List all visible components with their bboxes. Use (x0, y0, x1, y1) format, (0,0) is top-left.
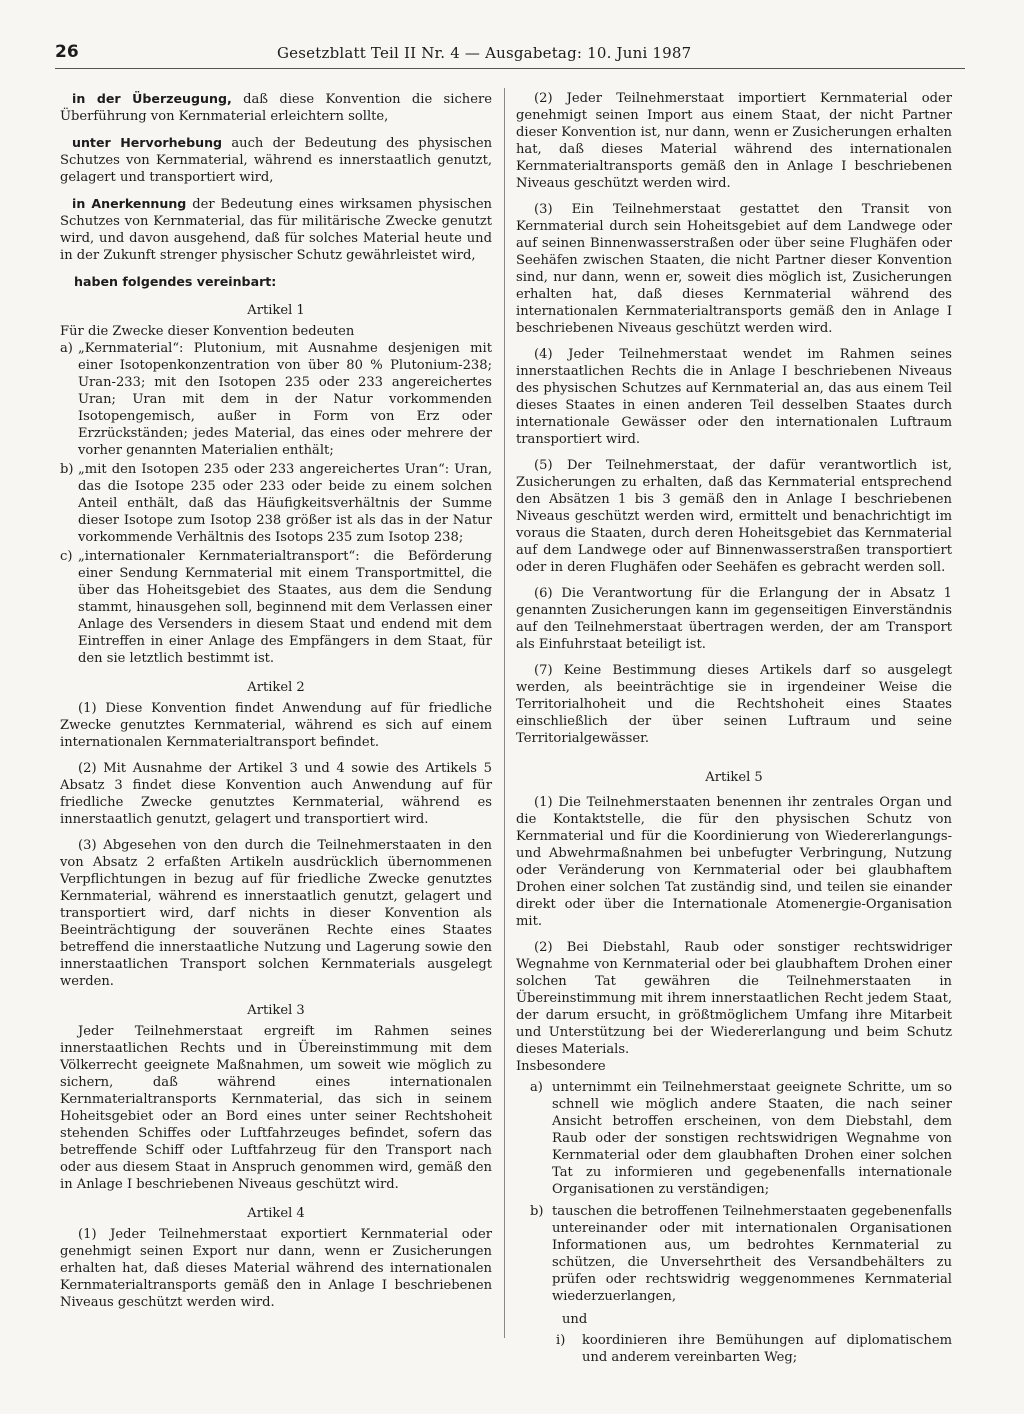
item-text: tauschen die betroffenen Teilnehmerstaaten gegebenenfalls untereinander oder mit internationalen Organisationen Informationen aus, um bedrohtes Kernmaterial zu schützen, die Unversehrtheit des Versandbehälters zu prüfen oder rechtswidrig weggenommenes Kernmaterial wiederzuerlangen, (552, 1204, 952, 1304)
item-text: koordinieren ihre Bemühungen auf diplomatischem und anderem vereinbarten Weg; (582, 1333, 952, 1365)
article-paragraph: (2) Jeder Teilnehmerstaat importiert Kernmaterial oder genehmigt seinen Import aus einem Staat, der nicht Partner dieser Konvention ist, nur dann, wenn er Zusicherungen erhalten hat, daß dieses Material während des internationalen Kernmaterialtransports gemäß den in Anlage I beschriebenen Niveaus geschützt werden wird. (516, 91, 952, 191)
article-heading: Artikel 3 (247, 1003, 305, 1018)
preamble-text: der Bedeutung eines wirksamen physischen Schutzes von Kernmaterial, das für militärische Zwecke genutzt wird, und davon ausgehend, daß für solches Material heute und in der Zukunft strenger physischer Schutz gewährleistet wird, (60, 197, 492, 263)
item-text: „internationaler Kernmaterialtransport“: die Beförderung einer Sendung Kernmaterial mit einem Transportmittel, die über das Hoheitsgebiet des Staates, aus dem die Sendung stammt, hinausgehen soll, beginnend mit dem Verlassen einer Anlage des Versenders in diesem Staat und endend mit dem Eintreffen in einer Anlage des Empfängers in dem Staat, für den sie letztlich bestimmt ist. (78, 549, 492, 666)
item-text: unternimmt ein Teilnehmerstaat geeignete Schritte, um so schnell wie möglich andere Staaten, die nach seiner Ansicht betroffen erscheinen, von dem Diebstahl, dem Raub oder der sonstigen rechtswidrigen Wegnahme von Kernmaterial oder dem glaubhaften Drohen einer solchen Tat zu informieren und gegebenenfalls internationale Organisationen zu verständigen; (552, 1080, 952, 1197)
und-connector: und (562, 1312, 588, 1327)
article-paragraph: (2) Bei Diebstahl, Raub oder sonstiger rechtswidriger Wegnahme von Kernmaterial oder bei glaubhaftem Drohen einer solchen Tat gewähren die Teilnehmerstaaten in Übereinstimmung mit ihrem innerstaatlichen Recht jedem Staat, der darum ersucht, in größtmöglichem Umfang ihre Mitarbeit und Unterstützung bei der Wiedererlangung und beim Schutz dieses Materials. (516, 940, 952, 1057)
preamble-text: auch der Bedeutung des physischen Schutzes von Kernmaterial, während es innerstaatlich genutzt, gelagert und transportiert wird, (60, 136, 493, 185)
item-label: c) (60, 549, 73, 564)
article-paragraph: (3) Abgesehen von den durch die Teilnehmerstaaten in den von Absatz 2 erfaßten Artikeln ausdrücklich übernommenen Verpflichtungen in bezug auf für friedliche Zwecke genutztes Kernmaterial, während es innerstaatlich genutzt, gelagert und transportiert wird, darf nichts in dieser Konvention als Beeinträchtigung der souveränen Rechte eines Staates betreffend die innerstaatliche Nutzung und Lagerung sowie den innerstaatlichen Transport solchen Kernmaterials ausgelegt werden. (60, 838, 492, 989)
definition-item (60, 340, 492, 459)
article-paragraph: Jeder Teilnehmerstaat ergreift im Rahmen seines innerstaatlichen Rechts und in Übereinstimmung mit dem Völkerrecht geeignete Maßnahmen, um soweit wie möglich zu sichern, daß während eines internationalen Kernmaterialtransports Kernmaterial, das sich in seinem Hoheitsgebiet oder an Bord eines unter seiner Rechtshoheit stehenden Schiffes oder Luftfahrzeuges befindet, sofern das betreffende Schiff oder Luftfahrzeug für den Transport nach oder aus diesem Staat in Anspruch genommen wird, gemäß den in Anlage I beschriebenen Niveaus geschützt wird. (60, 1024, 492, 1192)
article-intro: Für die Zwecke dieser Konvention bedeuten (60, 324, 355, 339)
item-label: a) (530, 1080, 543, 1095)
measure-item (530, 1203, 952, 1305)
article-paragraph: (1) Jeder Teilnehmerstaat exportiert Kernmaterial oder genehmigt seinen Export nur dann, wenn er Zusicherungen erhalten hat, daß dieses Material während des internationalen Kernmaterialtransports gemäß den in Anlage I beschriebenen Niveaus geschützt werden wird. (60, 1227, 492, 1310)
page-number: 26 (55, 42, 79, 62)
article-paragraph: (5) Der Teilnehmerstaat, der dafür verantwortlich ist, Zusicherungen zu erhalten, daß das Kernmaterial entsprechend den Absätzen 1 bis 3 gemäß den in Anlage I beschriebenen Niveaus geschützt werden wird, ermittelt und benachrichtigt im voraus die Staaten, durch deren Hoheitsgebiet das Kernmaterial auf dem Landwege oder auf Binnenwasserstraßen transportiert oder in deren Flughäfen oder Seehäfen es gebracht werden soll. (516, 458, 952, 575)
definition-item (60, 548, 492, 667)
item-label: i) (556, 1333, 566, 1348)
article-heading: Artikel 5 (705, 770, 763, 785)
preamble-text: daß diese Konvention die sichere Überführung von Kernmaterial erleichtern sollte, (60, 92, 492, 124)
article-paragraph: (2) Mit Ausnahme der Artikel 3 und 4 sowie des Artikels 5 Absatz 3 findet diese Konvention auch Anwendung auf für friedliche Zwecke genutztes Kernmaterial, während es innerstaatlich genutzt, gelagert und transportiert wird. (60, 761, 492, 827)
definition-item (60, 461, 492, 546)
preamble-paragraph (60, 134, 492, 186)
header-rule (55, 68, 965, 69)
article-heading: Artikel 1 (247, 303, 305, 318)
measure-subitem (556, 1332, 952, 1366)
article-paragraph: (1) Die Teilnehmerstaaten benennen ihr zentrales Organ und die Kontaktstelle, die für den physischen Schutz von Kernmaterial und für die Koordinierung von Wiedererlangungs- und Abwehrmaßnahmen bei unbefugter Verbringung, Nutzung oder Veränderung von Kernmaterial oder bei glaubhaftem Drohen einer solchen Tat zuständig sind, und teilen sie einander direkt oder über die Internationale Atomenergie-Organisation mit. (516, 795, 952, 929)
item-label: b) (530, 1204, 544, 1219)
left-column (60, 90, 492, 1320)
article-paragraph: (7) Keine Bestimmung dieses Artikels darf so ausgelegt werden, als beeinträchtige sie in irgendeiner Weise die Territorialhoheit und die Rechtshoheit eines Staates einschließlich der über seinen Luftraum und seine Territorialgewässer. (516, 663, 952, 746)
preamble-lead: in der Überzeugung, (72, 91, 232, 106)
agreement-clause: haben folgendes vereinbart: (74, 274, 277, 289)
gazette-title: Gesetzblatt Teil II Nr. 4 — Ausgabetag: 10. Juni 1987 (277, 44, 692, 62)
article-paragraph: (4) Jeder Teilnehmerstaat wendet im Rahmen seines innerstaatlichen Rechts die in Anlage I beschriebenen Niveaus des physischen Schutzes auf Kernmaterial an, das aus einem Teil dieses Staates in einen anderen Teil desselben Staates durch internationale Gewässer oder den internationalen Luftraum transportiert wird. (516, 347, 952, 447)
preamble-paragraph (60, 90, 492, 125)
insbesondere-label: Insbesondere (516, 1059, 606, 1074)
item-text: „Kernmaterial“: Plutonium, mit Ausnahme desjenigen mit einer Isotopenkonzentration von über 80 % Plutonium-238; Uran-233; mit den Isotopen 235 oder 233 angereichertes Uran; Uran mit dem in der Natur vorkommenden Isotopengemisch, außer in Form von Erz oder Erzrückständen; jedes Material, das eines oder mehrere der vorher genannten Materialien enthält; (78, 341, 492, 458)
right-column (516, 90, 952, 1366)
article-heading: Artikel 4 (247, 1206, 305, 1221)
article-paragraph: (1) Diese Konvention findet Anwendung auf für friedliche Zwecke genutztes Kernmaterial, während es sich auf einem internationalen Kernmaterialtransport befindet. (60, 701, 492, 750)
article-heading: Artikel 2 (247, 680, 305, 695)
preamble-lead: unter Hervorhebung (72, 135, 223, 150)
column-divider (504, 88, 505, 1338)
item-label: a) (60, 341, 73, 356)
measure-item (530, 1079, 952, 1198)
article-paragraph: (3) Ein Teilnehmerstaat gestattet den Transit von Kernmaterial durch sein Hoheitsgebiet auf dem Landwege oder auf seinen Binnenwasserstraßen oder über seine Flughäfen oder Seehäfen zwischen Staaten, die nicht Partner dieser Konvention sind, nur dann, wenn er, soweit dies möglich ist, Zusicherungen erhalten hat, daß dieses Kernmaterial während des internationalen Kernmaterialtransports gemäß den in Anlage I beschriebenen Niveaus geschützt werden wird. (516, 202, 952, 336)
preamble-lead: in Anerkennung (72, 196, 187, 211)
article-paragraph: (6) Die Verantwortung für die Erlangung der in Absatz 1 genannten Zusicherungen kann im gegenseitigen Einverständnis auf den Teilnehmerstaat übertragen werden, der am Transport als Einfuhrstaat beteiligt ist. (516, 586, 952, 652)
item-label: b) (60, 462, 74, 477)
preamble-paragraph (60, 195, 492, 264)
item-text: „mit den Isotopen 235 oder 233 angereichertes Uran“: Uran, das die Isotope 235 oder 233 oder beide zu einem solchen Anteil enthält, daß das Häufigkeitsverhältnis der Summe dieser Isotope zum Isotop 238 größer ist als das in der Natur vorkommende Verhältnis des Isotops 235 zum Isotop 238; (78, 462, 492, 545)
